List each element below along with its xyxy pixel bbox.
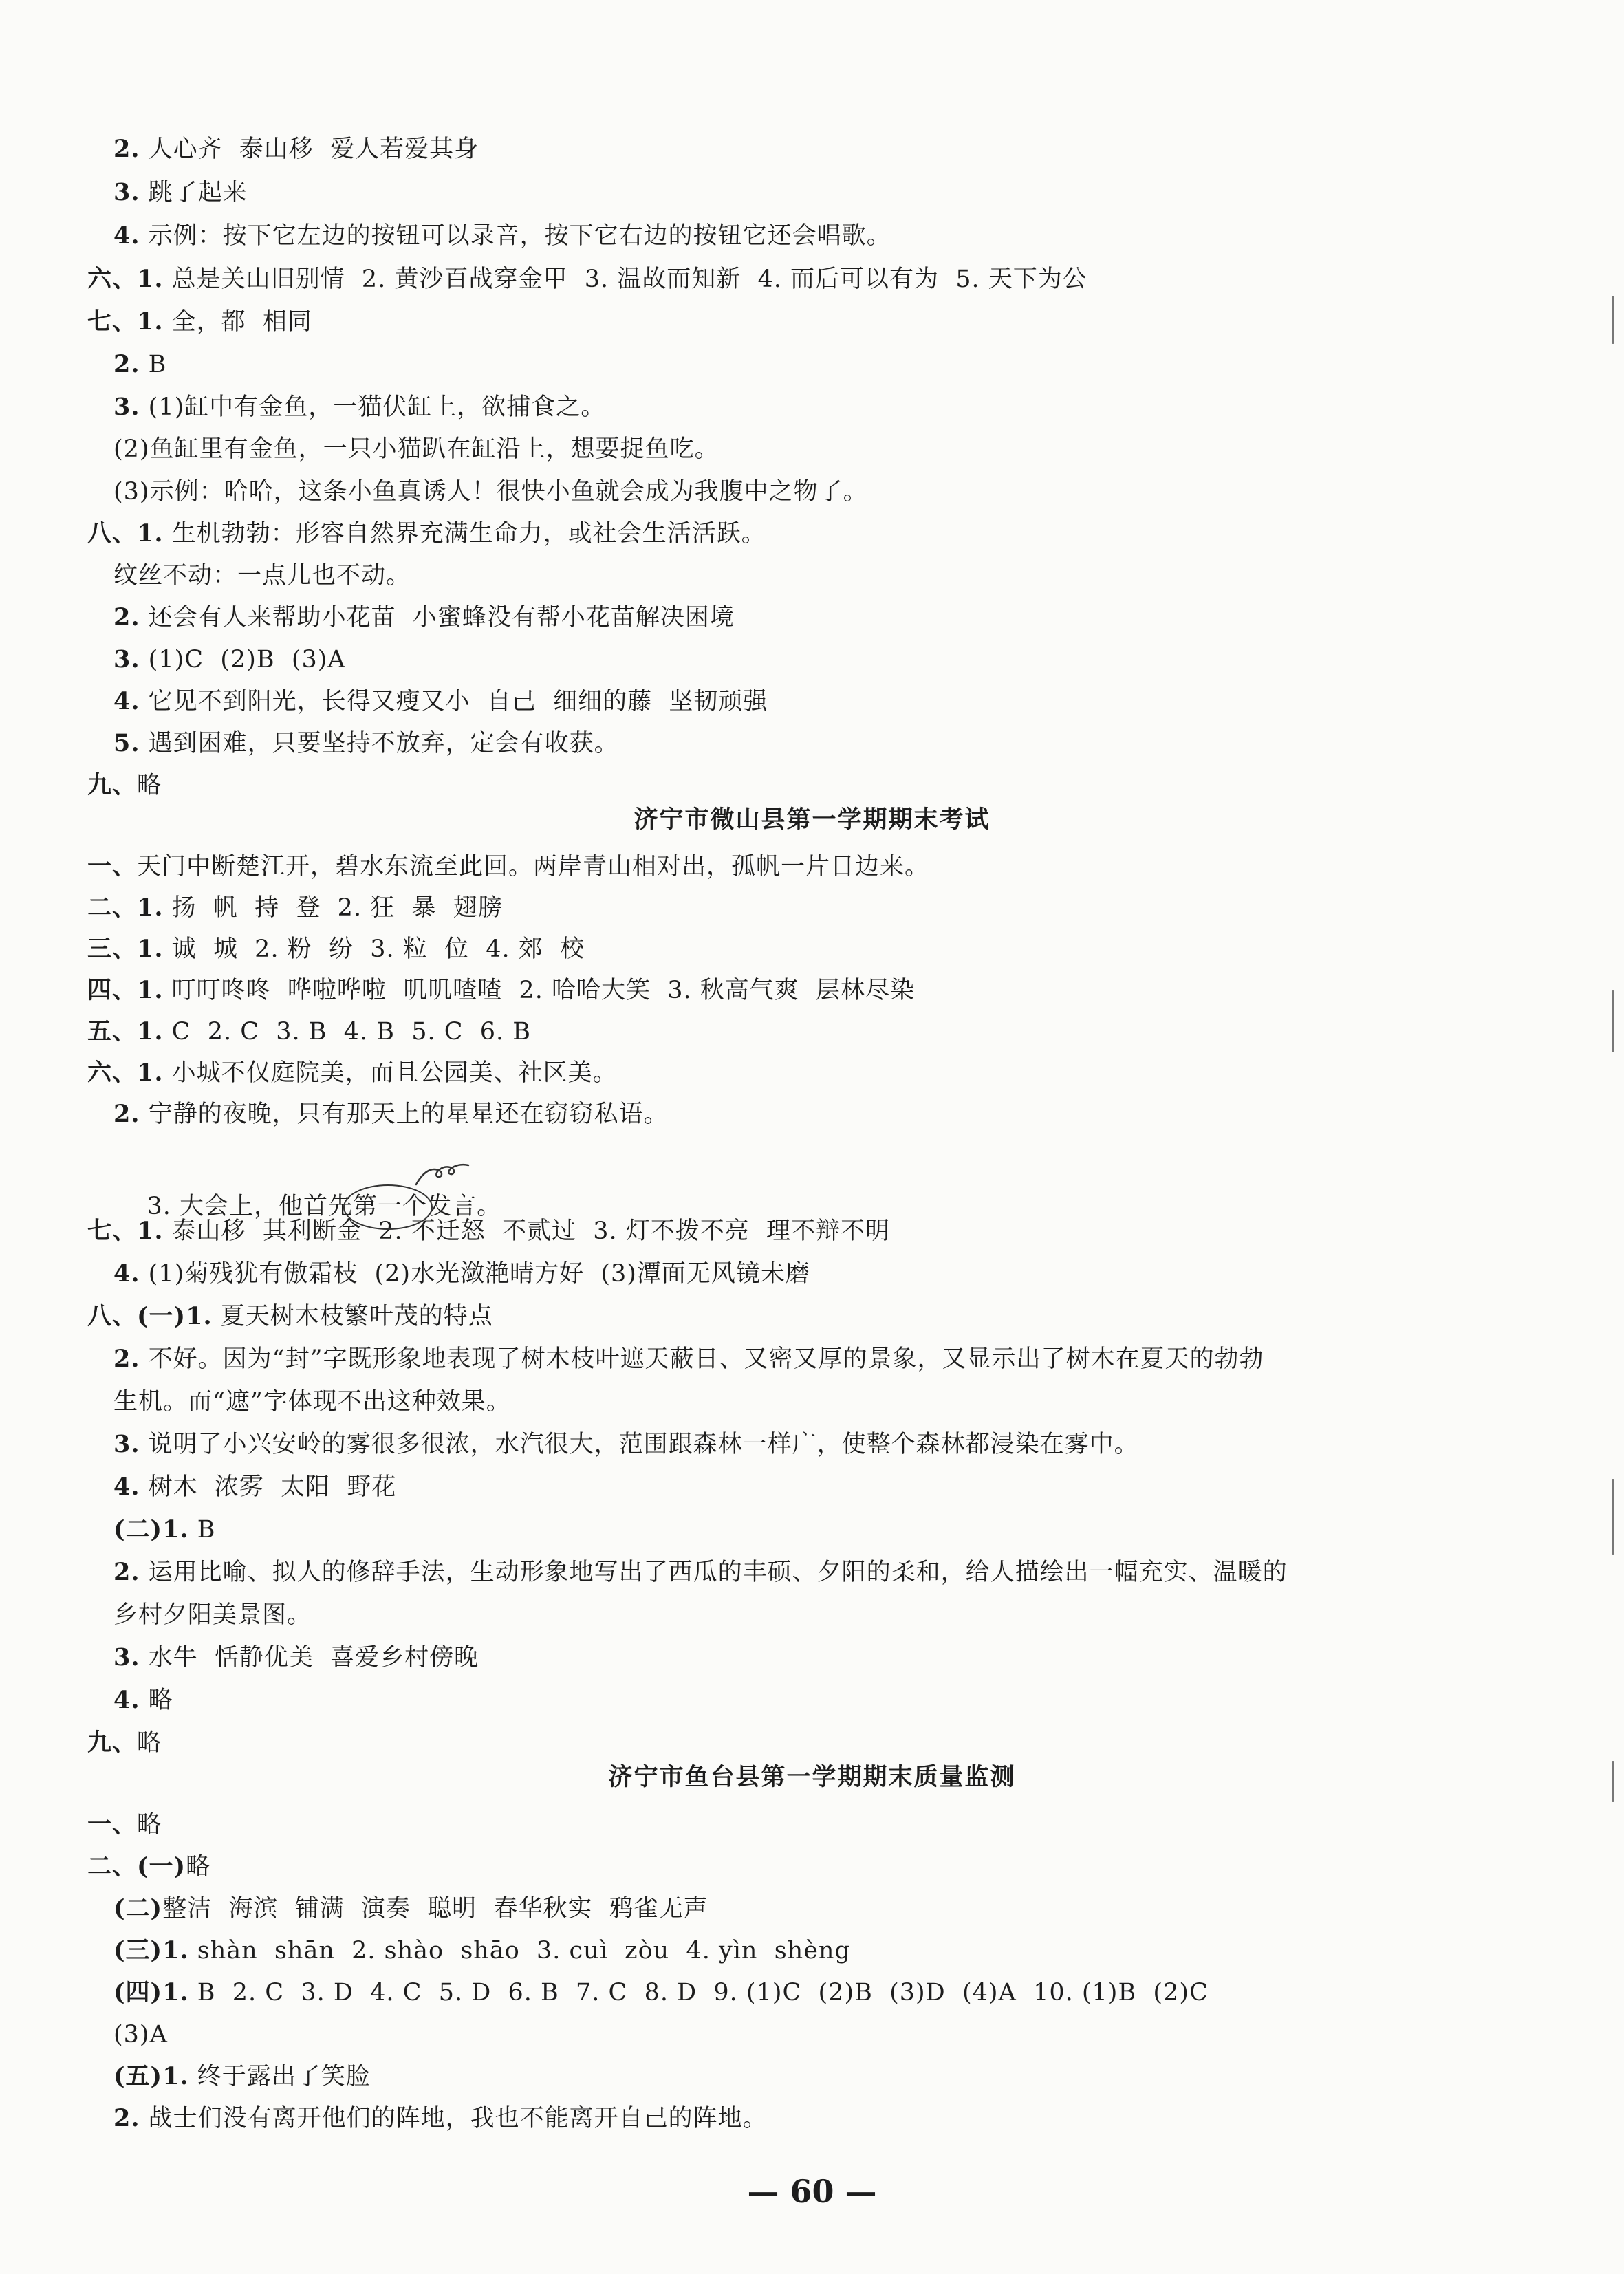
circle-mark [343, 1184, 433, 1230]
answer-line [113, 177, 248, 208]
answer-line [87, 1852, 210, 1882]
item-number: 九、 [87, 1729, 138, 1757]
item-number: 七、1. [87, 307, 164, 336]
item-text: B 2. C 3. D 4. C 5. D 6. B 7. C 8. D 9. (1)C (2)B (3)D (4)A 10. (1)B (2)C [188, 1979, 1209, 2006]
answer-line [113, 1978, 1209, 2008]
item-text: 树木 浓雾 太阳 野花 [140, 1473, 397, 1501]
answer-line [87, 893, 503, 923]
page-number: — 60 — [747, 2173, 877, 2210]
item-number: 3. [113, 645, 140, 673]
answer-line [113, 2061, 371, 2092]
answer-line: (2)鱼缸里有金鱼，一只小猫趴在缸沿上，想要捉鱼吃。 [113, 435, 719, 463]
scan-edge-mark [1612, 1761, 1614, 1802]
item-text: 示例：按下它左边的按钮可以录音，按下它右边的按钮它还会唱歌。 [140, 222, 891, 250]
item-text: 遇到困难，只要坚持不放弃，定会有收获。 [140, 730, 619, 757]
answer-line [113, 686, 768, 717]
item-text: 跳了起来 [140, 179, 248, 206]
scan-edge-mark [1612, 990, 1614, 1052]
answer-line: 乡村夕阳美景图。 [113, 1601, 312, 1629]
item-number: 八、1. [87, 519, 164, 548]
item-number: 2. [113, 1345, 140, 1373]
item-text: 战士们没有离开他们的阵地，我也不能离开自己的阵地。 [140, 2105, 768, 2132]
answer-line [87, 1810, 162, 1840]
item-text: 略 [186, 1853, 211, 1881]
item-number: 5. [113, 729, 140, 757]
item-text: 略 [137, 772, 162, 799]
answer-line [113, 1472, 396, 1502]
item-number: 4. [113, 1473, 140, 1501]
item-number: (二)1. [113, 1515, 189, 1544]
item-number: 3. [113, 1643, 140, 1671]
answer-line [113, 1344, 1264, 1374]
corrected-answer-line [113, 1161, 501, 1252]
item-text: 略 [137, 1811, 162, 1839]
item-number: 七、1. [87, 1217, 164, 1245]
item-number: 二、(一) [87, 1852, 186, 1881]
item-number: 2. [113, 603, 140, 631]
item-number: 3. [113, 393, 140, 421]
answer-line [113, 603, 735, 633]
item-text: 说明了小兴安岭的雾很多很浓，水汽很大，范围跟森林一样广，使整个森林都浸染在雾中。 [140, 1431, 1139, 1458]
insertion-mark [413, 1160, 475, 1187]
item-text: 略 [140, 1687, 173, 1714]
item-text: 小城不仅庭院美，而且公园美、社区美。 [163, 1059, 618, 1087]
item-text: shàn shān 2. shào shāo 3. cuì zòu 4. yìn shèng [188, 1937, 851, 1964]
corrected-answer-suffix: 发言。 [427, 1193, 502, 1220]
item-text: C 2. C 3. B 4. B 5. C 6. B [163, 1018, 532, 1046]
item-number: 六、1. [87, 265, 164, 293]
answer-line [113, 2103, 768, 2134]
item-text: 宁静的夜晚，只有那天上的星星还在窃窃私语。 [140, 1101, 669, 1128]
answer-line [113, 1894, 708, 1924]
item-text: 整洁 海滨 铺满 演奏 聪明 春华秋实 鸦雀无声 [162, 1895, 708, 1923]
item-number: 三、1. [87, 935, 164, 963]
answer-line [113, 1429, 1139, 1460]
item-number: 二、1. [87, 894, 164, 922]
item-text: 叮叮咚咚 哗啦哗啦 叽叽喳喳 2. 哈哈大笑 3. 秋高气爽 层林尽染 [163, 977, 915, 1004]
section-title-yutai: 济宁市鱼台县第一学期期末质量监测 [608, 1763, 1016, 1791]
item-text: (1)缸中有金鱼，一猫伏缸上，欲捕食之。 [140, 393, 606, 421]
item-text: 生机勃勃：形容自然界充满生命力，或社会生活活跃。 [163, 520, 766, 548]
answer-line [113, 392, 605, 422]
answer-line [87, 770, 162, 801]
item-number: 九、 [87, 771, 138, 799]
item-number: 一、 [87, 1810, 138, 1839]
answer-line [113, 645, 346, 675]
item-number: (五)1. [113, 2062, 189, 2090]
item-text: 终于露出了笑脸 [188, 2063, 371, 2090]
item-number: 2. [113, 135, 140, 163]
item-number: 4. [113, 687, 140, 715]
item-text: B [140, 351, 167, 378]
item-text: 总是关山旧别情 2. 黄沙百战穿金甲 3. 温故而知新 4. 而后可以有为 5. 天下为公 [163, 266, 1087, 293]
item-number: 2. [113, 1558, 140, 1586]
answer-line [87, 264, 1087, 294]
answer-line [87, 1058, 618, 1088]
item-text: B [188, 1516, 216, 1544]
answer-line [113, 1685, 173, 1715]
answer-line [113, 1099, 669, 1129]
item-number: 3. [113, 178, 140, 206]
item-text: 水牛 恬静优美 喜爱乡村傍晚 [140, 1644, 479, 1671]
answer-line [113, 1515, 216, 1545]
item-number: 六、1. [87, 1059, 164, 1087]
scan-edge-mark [1612, 1479, 1614, 1555]
item-number: 2. [113, 350, 140, 378]
item-text: 运用比喻、拟人的修辞手法，生动形象地写出了西瓜的丰硕、夕阳的柔和，给人描绘出一幅充实、温暖的 [140, 1559, 1288, 1586]
item-text: 全，都 相同 [163, 308, 312, 336]
item-text: 人心齐 泰山移 爱人若爱其身 [140, 136, 479, 163]
answer-line [113, 134, 479, 164]
answer-line: 纹丝不动：一点儿也不动。 [113, 562, 411, 589]
item-number: 四、1. [87, 976, 164, 1004]
item-text: 泰山移 其利断金 2. 不迁怒 不贰过 3. 灯不拨不亮 理不辩不明 [163, 1217, 890, 1245]
answer-line: (3)示例：哈哈，这条小鱼真诱人！很快小鱼就会成为我腹中之物了。 [113, 478, 868, 506]
answer-line [87, 1301, 493, 1332]
item-text: 天门中断楚江开，碧水东流至此回。两岸青山相对出，孤帆一片日边来。 [137, 853, 930, 880]
answer-line [87, 975, 915, 1006]
item-text: (1)菊残犹有傲霜枝 (2)水光潋滟晴方好 (3)潭面无风镜未磨 [140, 1260, 810, 1288]
item-number: (二) [113, 1894, 163, 1923]
answer-line [87, 852, 929, 882]
item-number: 4. [113, 1686, 140, 1714]
circled-word [353, 1191, 427, 1222]
answer-line [113, 349, 166, 380]
item-text: 不好。因为“封”字既形象地表现了树木枝叶遮天蔽日、又密又厚的景象，又显示出了树木在夏天的勃勃 [140, 1345, 1264, 1373]
item-number: 3. [113, 1430, 140, 1458]
item-number: 2. [113, 1100, 140, 1128]
item-text: 它见不到阳光，长得又瘦又小 自己 细细的藤 坚韧顽强 [140, 688, 768, 715]
answer-line [87, 519, 766, 549]
answer-line [113, 1643, 479, 1673]
item-text: 还会有人来帮助小花苗 小蜜蜂没有帮小花苗解决困境 [140, 604, 735, 631]
item-text: 诚 城 2. 粉 纷 3. 粒 位 4. 郊 校 [163, 935, 585, 963]
answer-line [113, 1936, 851, 1966]
answer-line [87, 934, 585, 964]
item-number: 2. [113, 2104, 140, 2132]
scan-edge-mark [1612, 296, 1614, 344]
item-text: 略 [137, 1729, 162, 1757]
item-number: (四)1. [113, 1978, 189, 2006]
item-number: 一、 [87, 852, 138, 880]
answer-line [113, 1259, 810, 1289]
answer-line: (3)A [113, 2021, 168, 2048]
item-text: 扬 帆 持 登 2. 狂 暴 翅膀 [163, 894, 503, 922]
answer-line [113, 1557, 1288, 1588]
section-title-weishan: 济宁市微山县第一学期期末考试 [634, 805, 990, 834]
answer-line [87, 1017, 531, 1047]
item-text: 夏天树木枝繁叶茂的特点 [212, 1303, 493, 1330]
item-number: 4. [113, 1259, 140, 1288]
answer-line [113, 221, 891, 251]
item-number: 4. [113, 221, 140, 250]
answer-line [87, 307, 312, 337]
answer-line [87, 1728, 162, 1758]
item-number: (三)1. [113, 1936, 189, 1964]
answer-line [113, 728, 619, 759]
corrected-answer-prefix: 3. 大会上，他首先 [147, 1193, 354, 1220]
answer-line: 生机。而“遮”字体现不出这种效果。 [113, 1388, 511, 1416]
circled-word-text: 第一个 [353, 1193, 428, 1220]
item-text: (1)C (2)B (3)A [140, 646, 346, 673]
item-number: 八、(一)1. [87, 1302, 213, 1330]
item-number: 五、1. [87, 1017, 164, 1046]
